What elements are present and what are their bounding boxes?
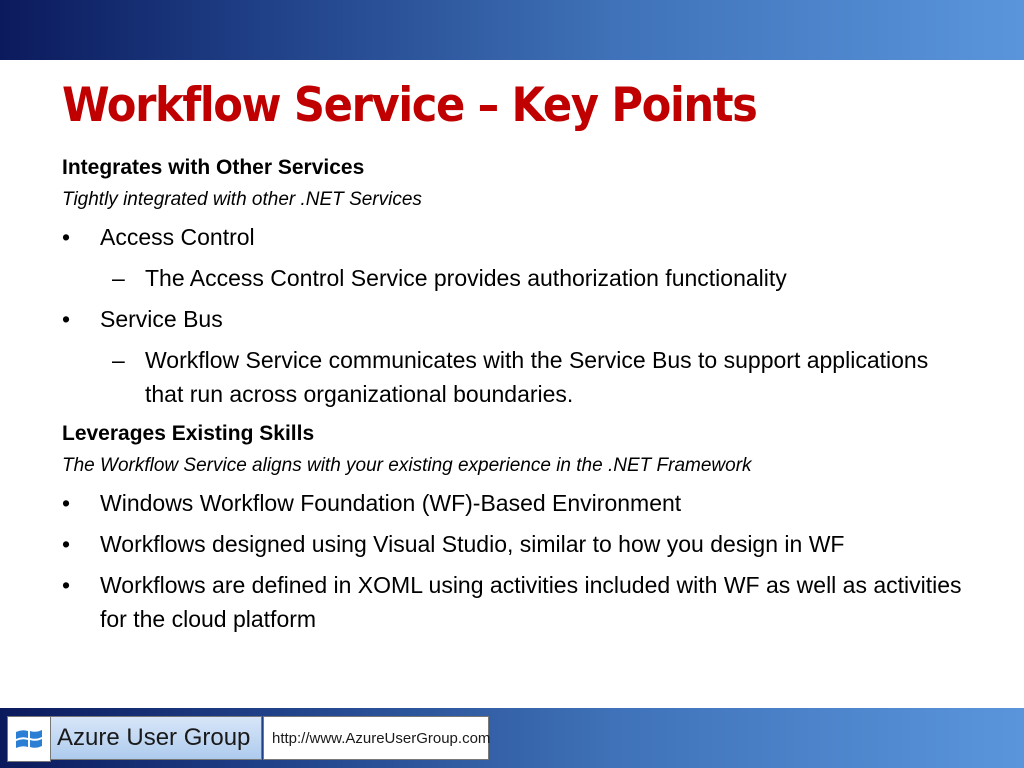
bullet-text: Access Control <box>100 224 255 250</box>
sub-bullet-item <box>100 261 962 295</box>
bullet-list <box>62 220 962 411</box>
bullet-text: Windows Workflow Foundation (WF)-Based Environment <box>100 490 682 516</box>
section-heading: Integrates with Other Services <box>62 156 365 179</box>
bullet-glyph: • <box>62 572 71 598</box>
bullet-text: Service Bus <box>100 306 223 332</box>
bullet-glyph: • <box>62 306 71 332</box>
section-heading: Leverages Existing Skills <box>62 422 315 445</box>
bullet-item <box>62 568 962 636</box>
bullet-glyph: • <box>62 224 71 250</box>
slide-content <box>62 152 962 643</box>
bullet-glyph: • <box>62 490 71 516</box>
bullet-text: Workflows designed using Visual Studio, similar to how you design in WF <box>100 531 845 557</box>
bullet-list <box>62 486 962 636</box>
windows-flag-icon <box>7 716 51 762</box>
sub-bullet-text: Workflow Service communicates with the Service Bus to support applications that run across organizational boundaries. <box>145 347 929 407</box>
windows-flag-icon-svg <box>14 724 44 754</box>
sub-bullet-list <box>100 261 962 295</box>
header-gradient-bar <box>0 0 1024 60</box>
bullet-item <box>62 220 962 295</box>
dash-glyph: – <box>112 265 125 291</box>
bullet-item <box>62 486 962 520</box>
sub-bullet-text: The Access Control Service provides authorization functionality <box>145 265 787 291</box>
section-subheading: The Workflow Service aligns with your existing experience in the .NET Framework <box>62 455 752 476</box>
group-name-label: Azure User Group <box>50 716 262 760</box>
slide-title: Workflow Service – Key Points <box>62 78 757 133</box>
bullet-glyph: • <box>62 531 71 557</box>
sub-bullet-list <box>100 343 962 411</box>
bullet-text: Workflows are defined in XOML using activities included with WF as well as activities for the cloud platform <box>100 572 962 632</box>
section-subheading: Tightly integrated with other .NET Services <box>62 189 422 210</box>
bullet-item <box>62 527 962 561</box>
dash-glyph: – <box>112 347 125 373</box>
bullet-item <box>62 302 962 411</box>
sub-bullet-item <box>100 343 962 411</box>
group-url-link[interactable]: http://www.AzureUserGroup.com <box>263 716 489 760</box>
